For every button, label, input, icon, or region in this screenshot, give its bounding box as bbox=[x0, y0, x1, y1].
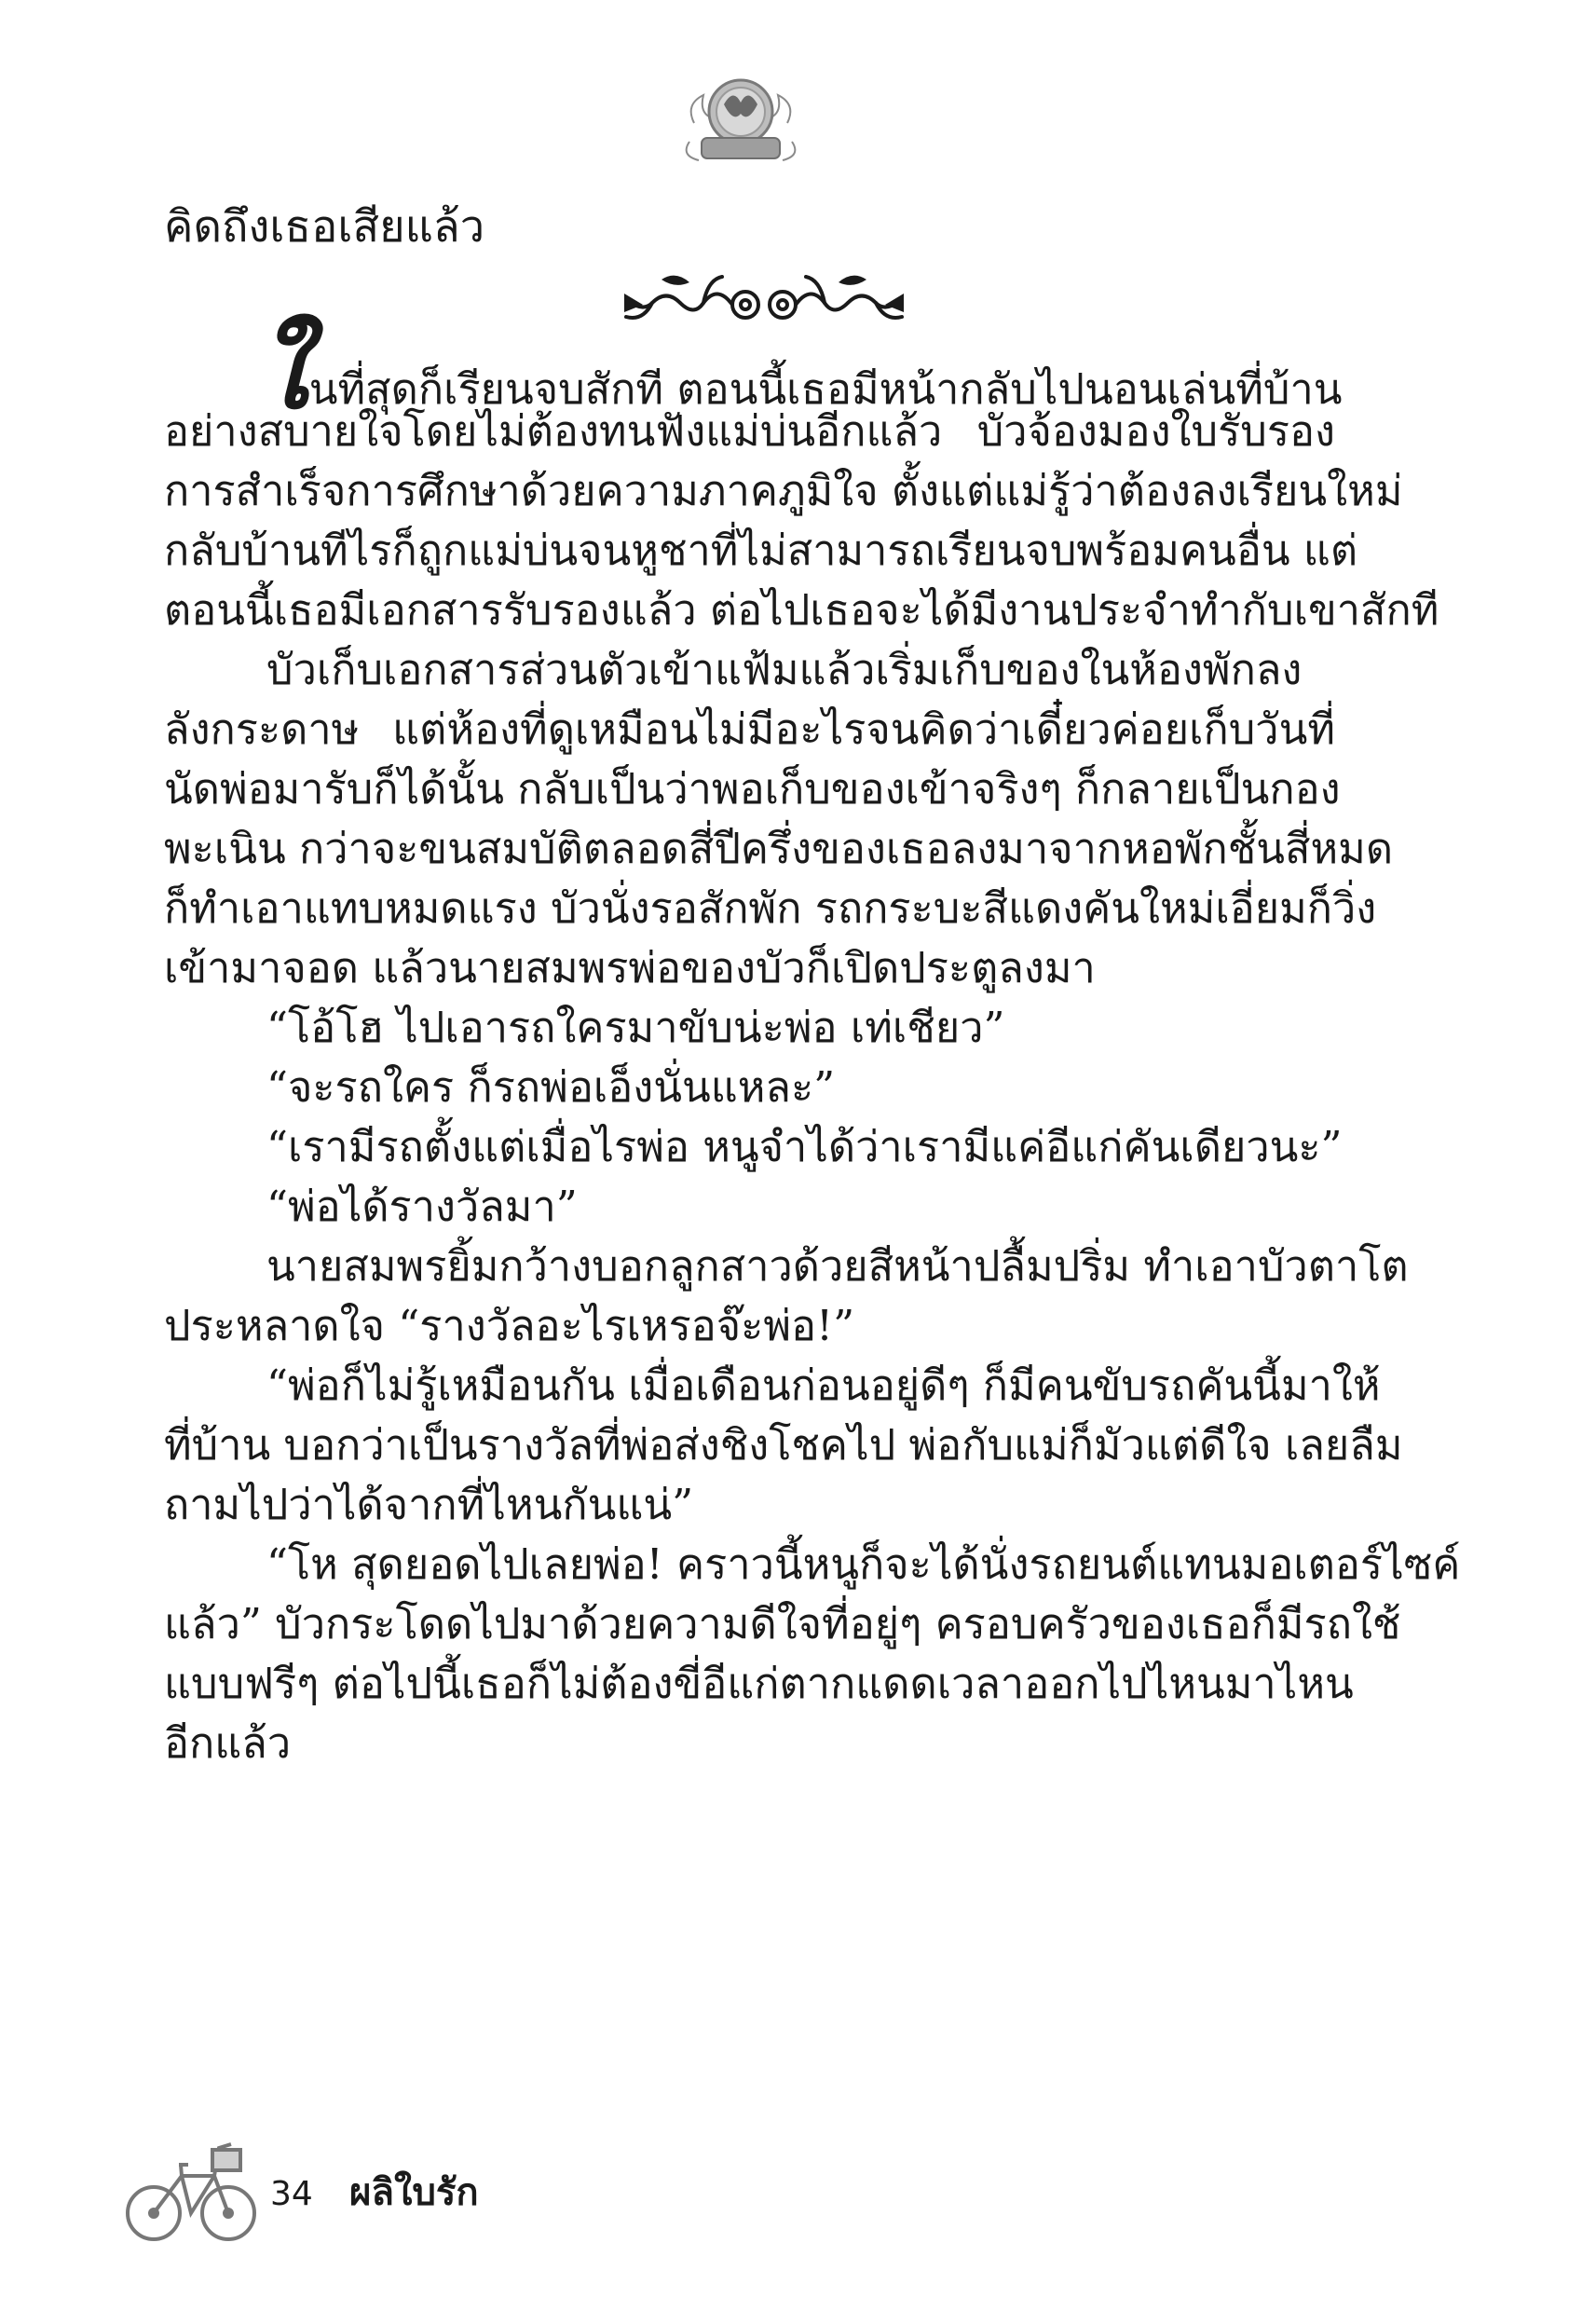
emblem-logo-icon bbox=[675, 67, 806, 170]
text-line: ตอนนี้เธอมีเอกสารรับรองแล้ว ต่อไปเธอจะได้มีงานประจำทำกับเขาสักที bbox=[164, 585, 1439, 635]
body-text bbox=[164, 311, 1461, 1773]
chapter-title: คิดถึงเธอเสียแล้ว bbox=[164, 201, 485, 253]
text-line-content: นที่สุดก็เรียนจบสักที ตอนนี้เธอมีหน้ากลับไปนอนเล่นที่บ้าน bbox=[308, 364, 1343, 414]
text-line: “เรามีรถตั้งแต่เมื่อไรพ่อ หนูจำได้ว่าเรามีแค่อีแก่คันเดียวนะ” bbox=[266, 1122, 1343, 1171]
text-line: ก็ทำเอาแทบหมดแรง บัวนั่งรอสักพัก รถกระบะสีแดงคันใหม่เอี่ยมก็วิ่ง bbox=[164, 883, 1377, 933]
text-line: “พ่อก็ไม่รู้เหมือนกัน เมื่อเดือนก่อนอยู่ดีๆ ก็มีคนขับรถคันนี้มาให้ bbox=[266, 1361, 1381, 1410]
text-line: “โห สุดยอดไปเลยพ่อ! คราวนี้หนูก็จะได้นั่งรถยนต์แทนมอเตอร์ไซค์ bbox=[266, 1539, 1461, 1589]
text-line: อีกแล้ว bbox=[164, 1718, 292, 1768]
text-line: การสำเร็จการศึกษาด้วยความภาคภูมิใจ ตั้งแต่แม่รู้ว่าต้องลงเรียนใหม่ bbox=[164, 466, 1403, 515]
text-line: พะเนิน กว่าจะขนสมบัติตลอดสี่ปีครึ่งของเธอลงมาจากหอพักชั้นสี่หมด bbox=[164, 824, 1394, 873]
text-line: ที่บ้าน บอกว่าเป็นรางวัลที่พ่อส่งชิงโชคไป พ่อกับแม่ก็มัวแต่ดีใจ เลยลืม bbox=[164, 1420, 1403, 1470]
text-line: กลับบ้านทีไรก็ถูกแม่บ่นจนหูชาที่ไม่สามารถเรียนจบพร้อมคนอื่น แต่ bbox=[164, 526, 1358, 575]
text-line: ถามไปว่าได้จากที่ไหนกันแน่” bbox=[164, 1480, 694, 1529]
text-line: “โอ้โฮ ไปเอารถใครมาขับน่ะพ่อ เท่เชียว” bbox=[266, 1003, 1005, 1052]
bicycle-icon bbox=[121, 2120, 261, 2250]
text-line: “จะรถใคร ก็รถพ่อเอ็งนั่นแหละ” bbox=[266, 1062, 836, 1112]
text-line: นัดพ่อมารับก็ได้นั้น กลับเป็นว่าพอเก็บของเข้าจริงๆ ก็กลายเป็นกอง bbox=[164, 764, 1341, 814]
text-line: นายสมพรยิ้มกว้างบอกลูกสาวด้วยสีหน้าปลื้มปริ่ม ทำเอาบัวตาโต bbox=[266, 1241, 1409, 1291]
text-line: ลังกระดาษ แต่ห้องที่ดูเหมือนไม่มีอะไรจนคิดว่าเดี๋ยวค่อยเก็บวันที่ bbox=[164, 704, 1335, 754]
page-number: 34 bbox=[270, 2175, 313, 2213]
text-line: อย่างสบายใจโดยไม่ต้องทนฟังแม่บ่นอีกแล้ว บัวจ้องมองใบรับรอง bbox=[164, 406, 1335, 456]
text-line: บัวเก็บเอกสารส่วนตัวเข้าแฟ้มแล้วเริ่มเก็บของในห้องพักลง bbox=[266, 645, 1303, 694]
page-footer bbox=[121, 2120, 587, 2260]
text-line: เข้ามาจอด แล้วนายสมพรพ่อของบัวก็เปิดประตูลงมา bbox=[164, 943, 1096, 992]
text-line: แบบฟรีๆ ต่อไปนี้เธอก็ไม่ต้องขี่อีแก่ตากแดดเวลาออกไปไหนมาไหน bbox=[164, 1659, 1354, 1708]
floral-ornament-icon bbox=[615, 266, 913, 340]
drop-cap: ใ bbox=[257, 311, 307, 431]
book-title: ผลิใบรัก bbox=[349, 2171, 479, 2214]
text-line: แล้ว” บัวกระโดดไปมาด้วยความดีใจที่อยู่ๆ ครอบครัวของเธอก็มีรถใช้ bbox=[164, 1599, 1401, 1648]
text-line: ประหลาดใจ “รางวัลอะไรเหรอจ๊ะพ่อ!” bbox=[164, 1301, 855, 1350]
text-line: “พ่อได้รางวัลมา” bbox=[266, 1182, 578, 1231]
